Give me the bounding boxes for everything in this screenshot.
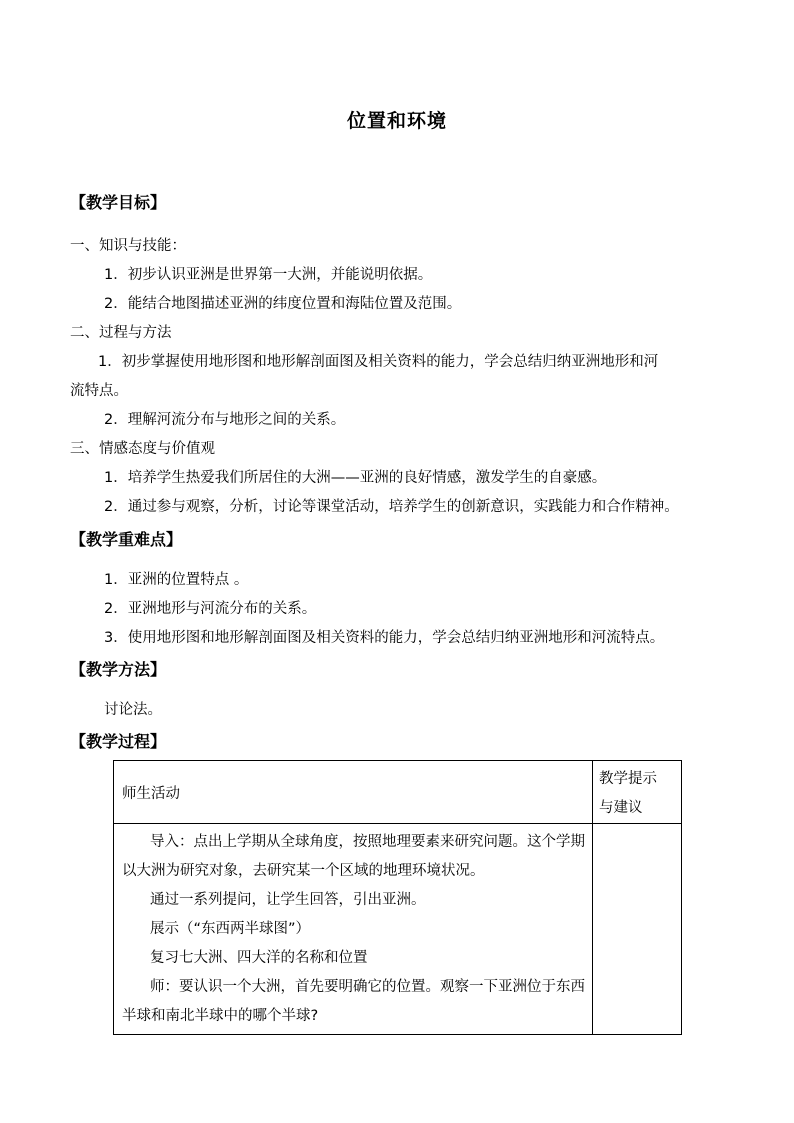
- table-header-tips: [593, 761, 682, 824]
- goal-item: 1．培养学生热爱我们所居住的大洲——亚洲的良好情感，激发学生的自豪感。: [104, 470, 607, 486]
- activity-paragraph: 导入：点出上学期从全球角度，按照地理要素来研究问题。这个学期以大洲为研究对象，去研究某一个区域的地理环境状况。: [122, 834, 585, 879]
- table-header-row: [114, 761, 682, 824]
- table-cell-activities: [114, 824, 593, 1035]
- key-point-item: 3．使用地形图和地形解剖面图及相关资料的能力，学会总结归纳亚洲地形和河流特点。: [104, 630, 665, 646]
- table-header-activities: 师生活动: [114, 761, 593, 824]
- activity-paragraph: 通过一系列提问，让学生回答，引出亚洲。: [150, 892, 426, 908]
- activity-paragraph: 师：要认识一个大洲，首先要明确它的位置。观察一下亚洲位于东西半球和南北半球中的哪个半球?: [122, 979, 585, 1024]
- page-title: 位置和环境: [346, 110, 447, 132]
- table-cell-tips: [593, 824, 682, 1035]
- goal-item: 2．通过参与观察，分析，讨论等课堂活动，培养学生的创新意识，实践能力和合作精神。: [104, 499, 679, 515]
- table-header-tips-line: 教学提示: [599, 771, 657, 787]
- section-heading-key-points: 【教学重难点】: [70, 530, 183, 549]
- goal-item: 2．能结合地图描述亚洲的纬度位置和海陆位置及范围。: [104, 296, 462, 312]
- section-heading-process: 【教学过程】: [70, 732, 167, 751]
- methods-text: 讨论法。: [104, 702, 162, 718]
- key-point-item: 1．亚洲的位置特点 。: [104, 572, 249, 588]
- goal-item: 2．理解河流分布与地形之间的关系。: [104, 412, 346, 428]
- table-row: [114, 824, 682, 1035]
- activity-paragraph: 复习七大洲、四大洋的名称和位置: [150, 950, 368, 966]
- section-heading-methods: 【教学方法】: [70, 660, 167, 679]
- section-heading-goals: 【教学目标】: [70, 193, 167, 212]
- activity-paragraph: 展示（“东西两半球图”）: [150, 921, 311, 937]
- table-header-tips-line: 与建议: [599, 800, 643, 816]
- goal-item: 1．初步掌握使用地形图和地形解剖面图及相关资料的能力，学会总结归纳亚洲地形和河: [98, 354, 659, 370]
- goal-heading-knowledge: 一、知识与技能：: [70, 238, 186, 254]
- process-table: [113, 760, 682, 1035]
- goal-heading-attitude: 三、情感态度与价值观: [70, 441, 215, 457]
- goal-item: 1．初步认识亚洲是世界第一大洲，并能说明依据。: [104, 267, 433, 283]
- goal-heading-process: 二、过程与方法: [70, 325, 172, 341]
- key-point-item: 2．亚洲地形与河流分布的关系。: [104, 601, 317, 617]
- goal-item-continuation: 流特点。: [70, 383, 128, 399]
